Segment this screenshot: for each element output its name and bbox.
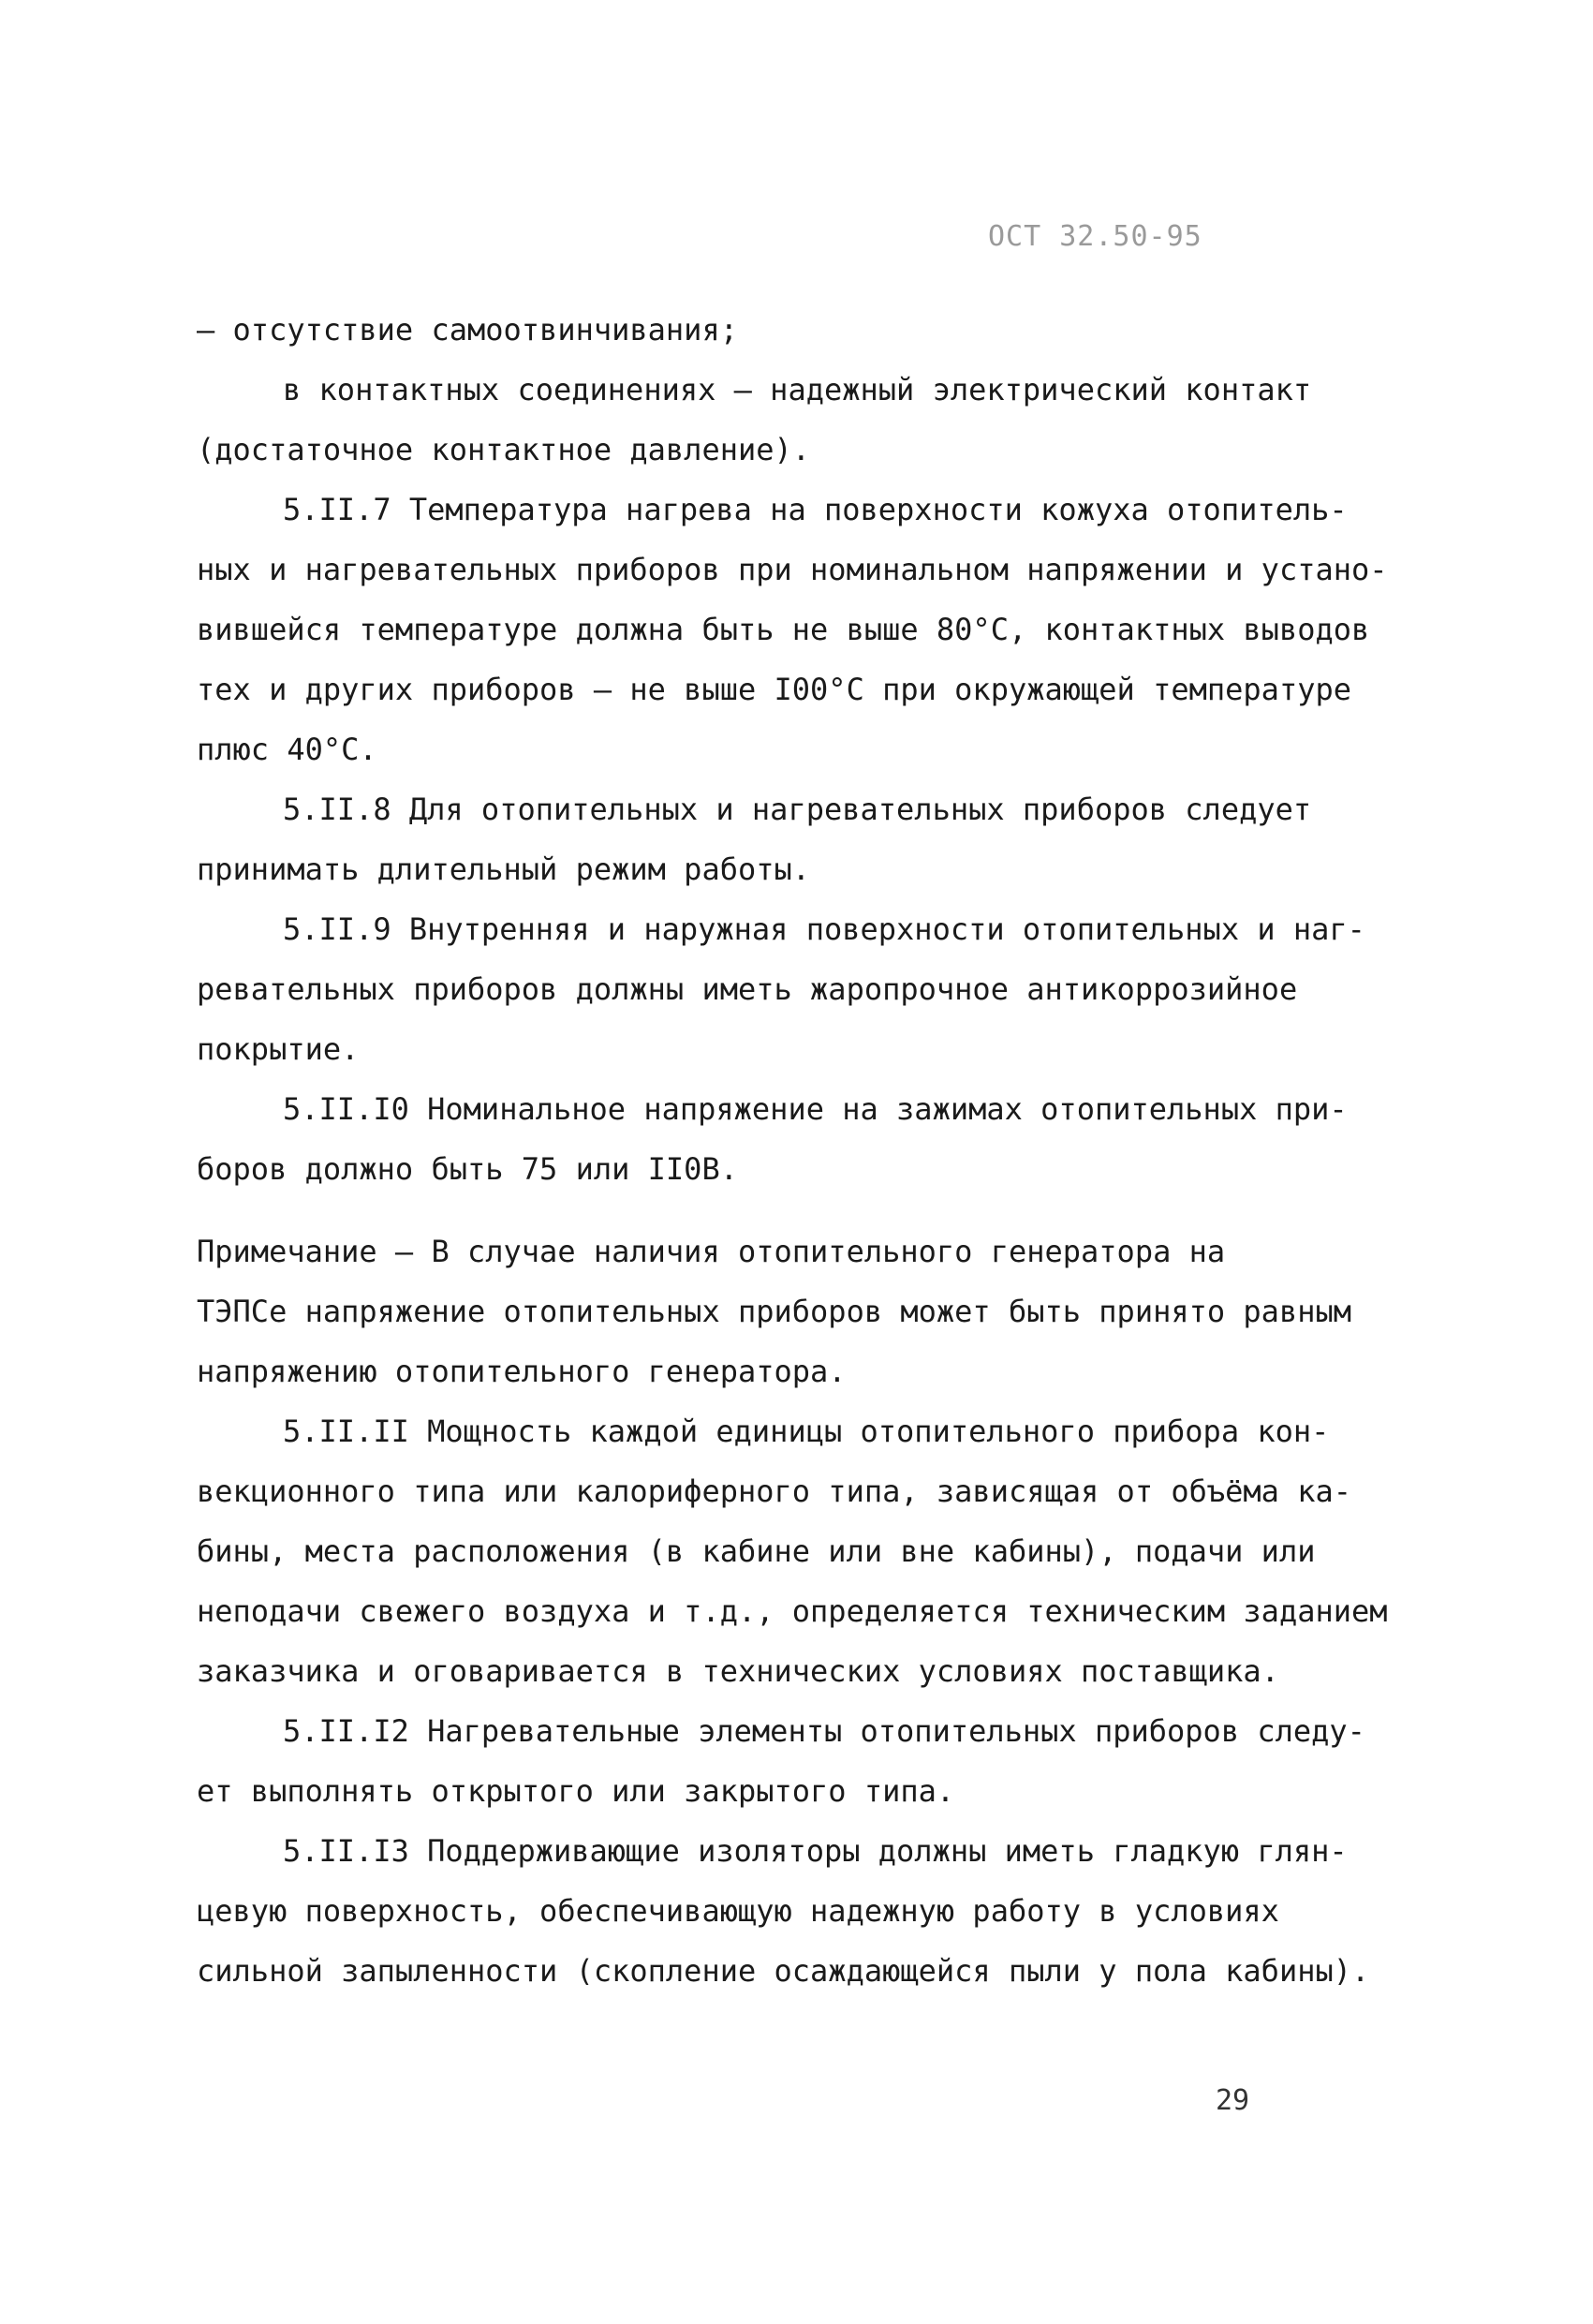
text-line: в контактных соединениях – надежный электрический контакт xyxy=(283,372,1312,407)
text-line: – отсутствие самоотвинчивания; xyxy=(197,312,738,348)
document-code: ОСТ 32.50-95 xyxy=(988,220,1202,253)
note-line: Примечание – В случае наличия отопительного генератора на xyxy=(197,1234,1226,1269)
text-line: (достаточное контактное давление). xyxy=(197,432,811,467)
paragraph-5-11-13: 5.II.I3 Поддерживающие изоляторы должны иметь гладкую глян- xyxy=(283,1833,1348,1869)
text-line: цевую поверхность, обеспечивающую надежную работу в условиях xyxy=(197,1893,1279,1929)
paragraph-5-11-12: 5.II.I2 Нагревательные элементы отопительных приборов следу- xyxy=(283,1713,1365,1749)
note-line: напряжению отопительного генератора. xyxy=(197,1354,847,1389)
text-line: ревательных приборов должны иметь жаропрочное антикоррозийное xyxy=(197,971,1298,1007)
text-line: принимать длительный режим работы. xyxy=(197,851,811,887)
text-line: вившейся температуре должна быть не выше 80°С, контактных выводов xyxy=(197,612,1370,647)
text-line: заказчика и оговаривается в технических условиях поставщика. xyxy=(197,1653,1279,1689)
text-line: ет выполнять открытого или закрытого типа. xyxy=(197,1773,955,1809)
text-line: плюс 40°С. xyxy=(197,732,377,767)
paragraph-5-11-7: 5.II.7 Температура нагрева на поверхности кожуха отопитель- xyxy=(283,492,1348,527)
text-line: боров должно быть 75 или II0В. xyxy=(197,1151,738,1187)
text-line: векционного типа или калориферного типа, зависящая от объёма ка- xyxy=(197,1473,1351,1509)
paragraph-5-11-8: 5.II.8 Для отопительных и нагревательных приборов следует xyxy=(283,792,1312,827)
text-line: тех и других приборов – не выше I00°С при окружающей температуре xyxy=(197,672,1351,707)
paragraph-5-11-11: 5.II.II Мощность каждой единицы отопительного прибора кон- xyxy=(283,1414,1330,1449)
text-line: ных и нагревательных приборов при номинальном напряжении и устано- xyxy=(197,552,1388,587)
paragraph-5-11-9: 5.II.9 Внутренняя и наружная поверхности отопительных и наг- xyxy=(283,911,1365,947)
body-text xyxy=(197,300,1414,2001)
text-line: неподачи свежего воздуха и т.д., определяется техническим заданием xyxy=(197,1593,1388,1629)
text-line: бины, места расположения (в кабине или вне кабины), подачи или xyxy=(197,1533,1316,1569)
paragraph-5-11-10: 5.II.I0 Номинальное напряжение на зажимах отопительных при- xyxy=(283,1091,1348,1127)
page-number: 29 xyxy=(1216,2084,1250,2117)
note-line: ТЭПСе напряжение отопительных приборов может быть принято равным xyxy=(197,1294,1351,1329)
text-line: покрытие. xyxy=(197,1031,360,1067)
text-line: сильной запыленности (скопление осаждающейся пыли у пола кабины). xyxy=(197,1953,1370,1989)
